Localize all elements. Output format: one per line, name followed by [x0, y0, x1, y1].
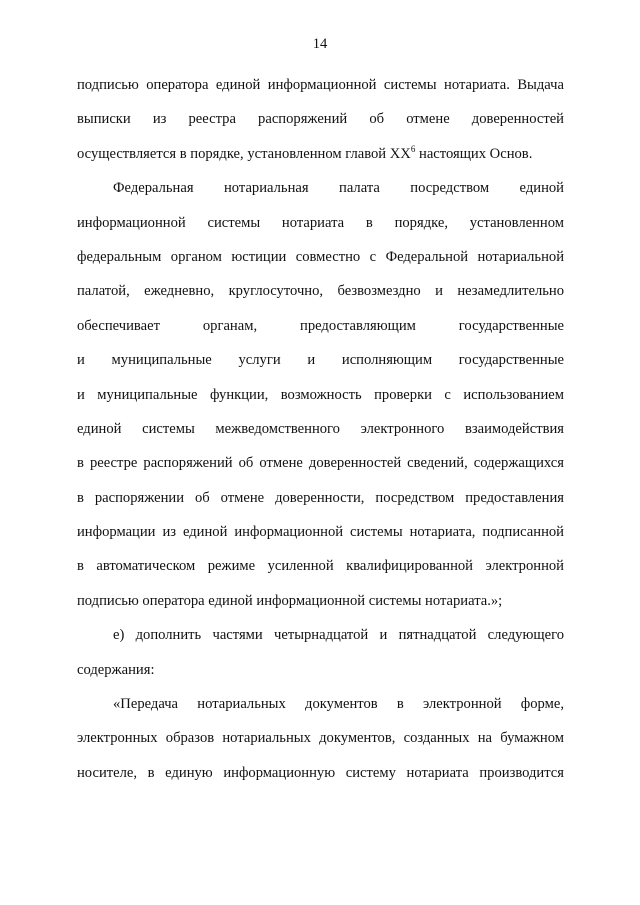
- text-line: «Передача нотариальных документов в электронной форме,: [113, 696, 564, 713]
- text-line: содержания:: [77, 661, 155, 678]
- text-line: единой системы межведомственного электронного взаимодействия: [77, 420, 564, 437]
- text-line: информации из единой информационной системы нотариата, подписанной: [77, 524, 564, 541]
- text-line: е) дополнить частями четырнадцатой и пятнадцатой следующего: [113, 627, 564, 644]
- text-line: и муниципальные услуги и исполняющим государственные: [77, 352, 564, 369]
- paragraph-4: [77, 687, 564, 790]
- text-line: выписки из реестра распоряжений об отмене доверенностей: [77, 111, 564, 128]
- text-line: и муниципальные функции, возможность проверки с использованием: [77, 386, 564, 403]
- text-line: информационной системы нотариата в порядке, установленном: [77, 214, 564, 231]
- document-body: [77, 68, 564, 790]
- text-line: носителе, в единую информационную систему нотариата производится: [77, 764, 564, 781]
- text-line: палатой, ежедневно, круглосуточно, безвозмездно и незамедлительно: [77, 283, 564, 300]
- text-line: в автоматическом режиме усиленной квалифицированной электронной: [77, 558, 564, 575]
- paragraph-3: [77, 618, 564, 687]
- page-number: 14: [312, 36, 328, 52]
- text-line: подписью оператора единой информационной системы нотариата.»;: [77, 592, 503, 609]
- text-line: обеспечивает органам, предоставляющим государственные: [77, 317, 564, 334]
- text-line: в распоряжении об отмене доверенности, посредством предоставления: [77, 489, 564, 506]
- text-fragment: осуществляется в порядке, установленном главой XX: [77, 145, 411, 162]
- paragraph-1: [77, 68, 564, 171]
- text-fragment: настоящих Основ.: [415, 145, 533, 162]
- paragraph-2: [77, 171, 564, 618]
- text-line: подписью оператора единой информационной системы нотариата. Выдача: [77, 77, 564, 93]
- text-line: Федеральная нотариальная палата посредством единой: [113, 180, 564, 197]
- text-line: электронных образов нотариальных документов, созданных на бумажном: [77, 730, 564, 747]
- text-line: федеральным органом юстиции совместно с Федеральной нотариальной: [77, 248, 564, 265]
- superscript: 6: [410, 143, 416, 154]
- text-line: [77, 137, 564, 171]
- text-line: в реестре распоряжений об отмене доверенностей сведений, содержащихся: [77, 455, 564, 472]
